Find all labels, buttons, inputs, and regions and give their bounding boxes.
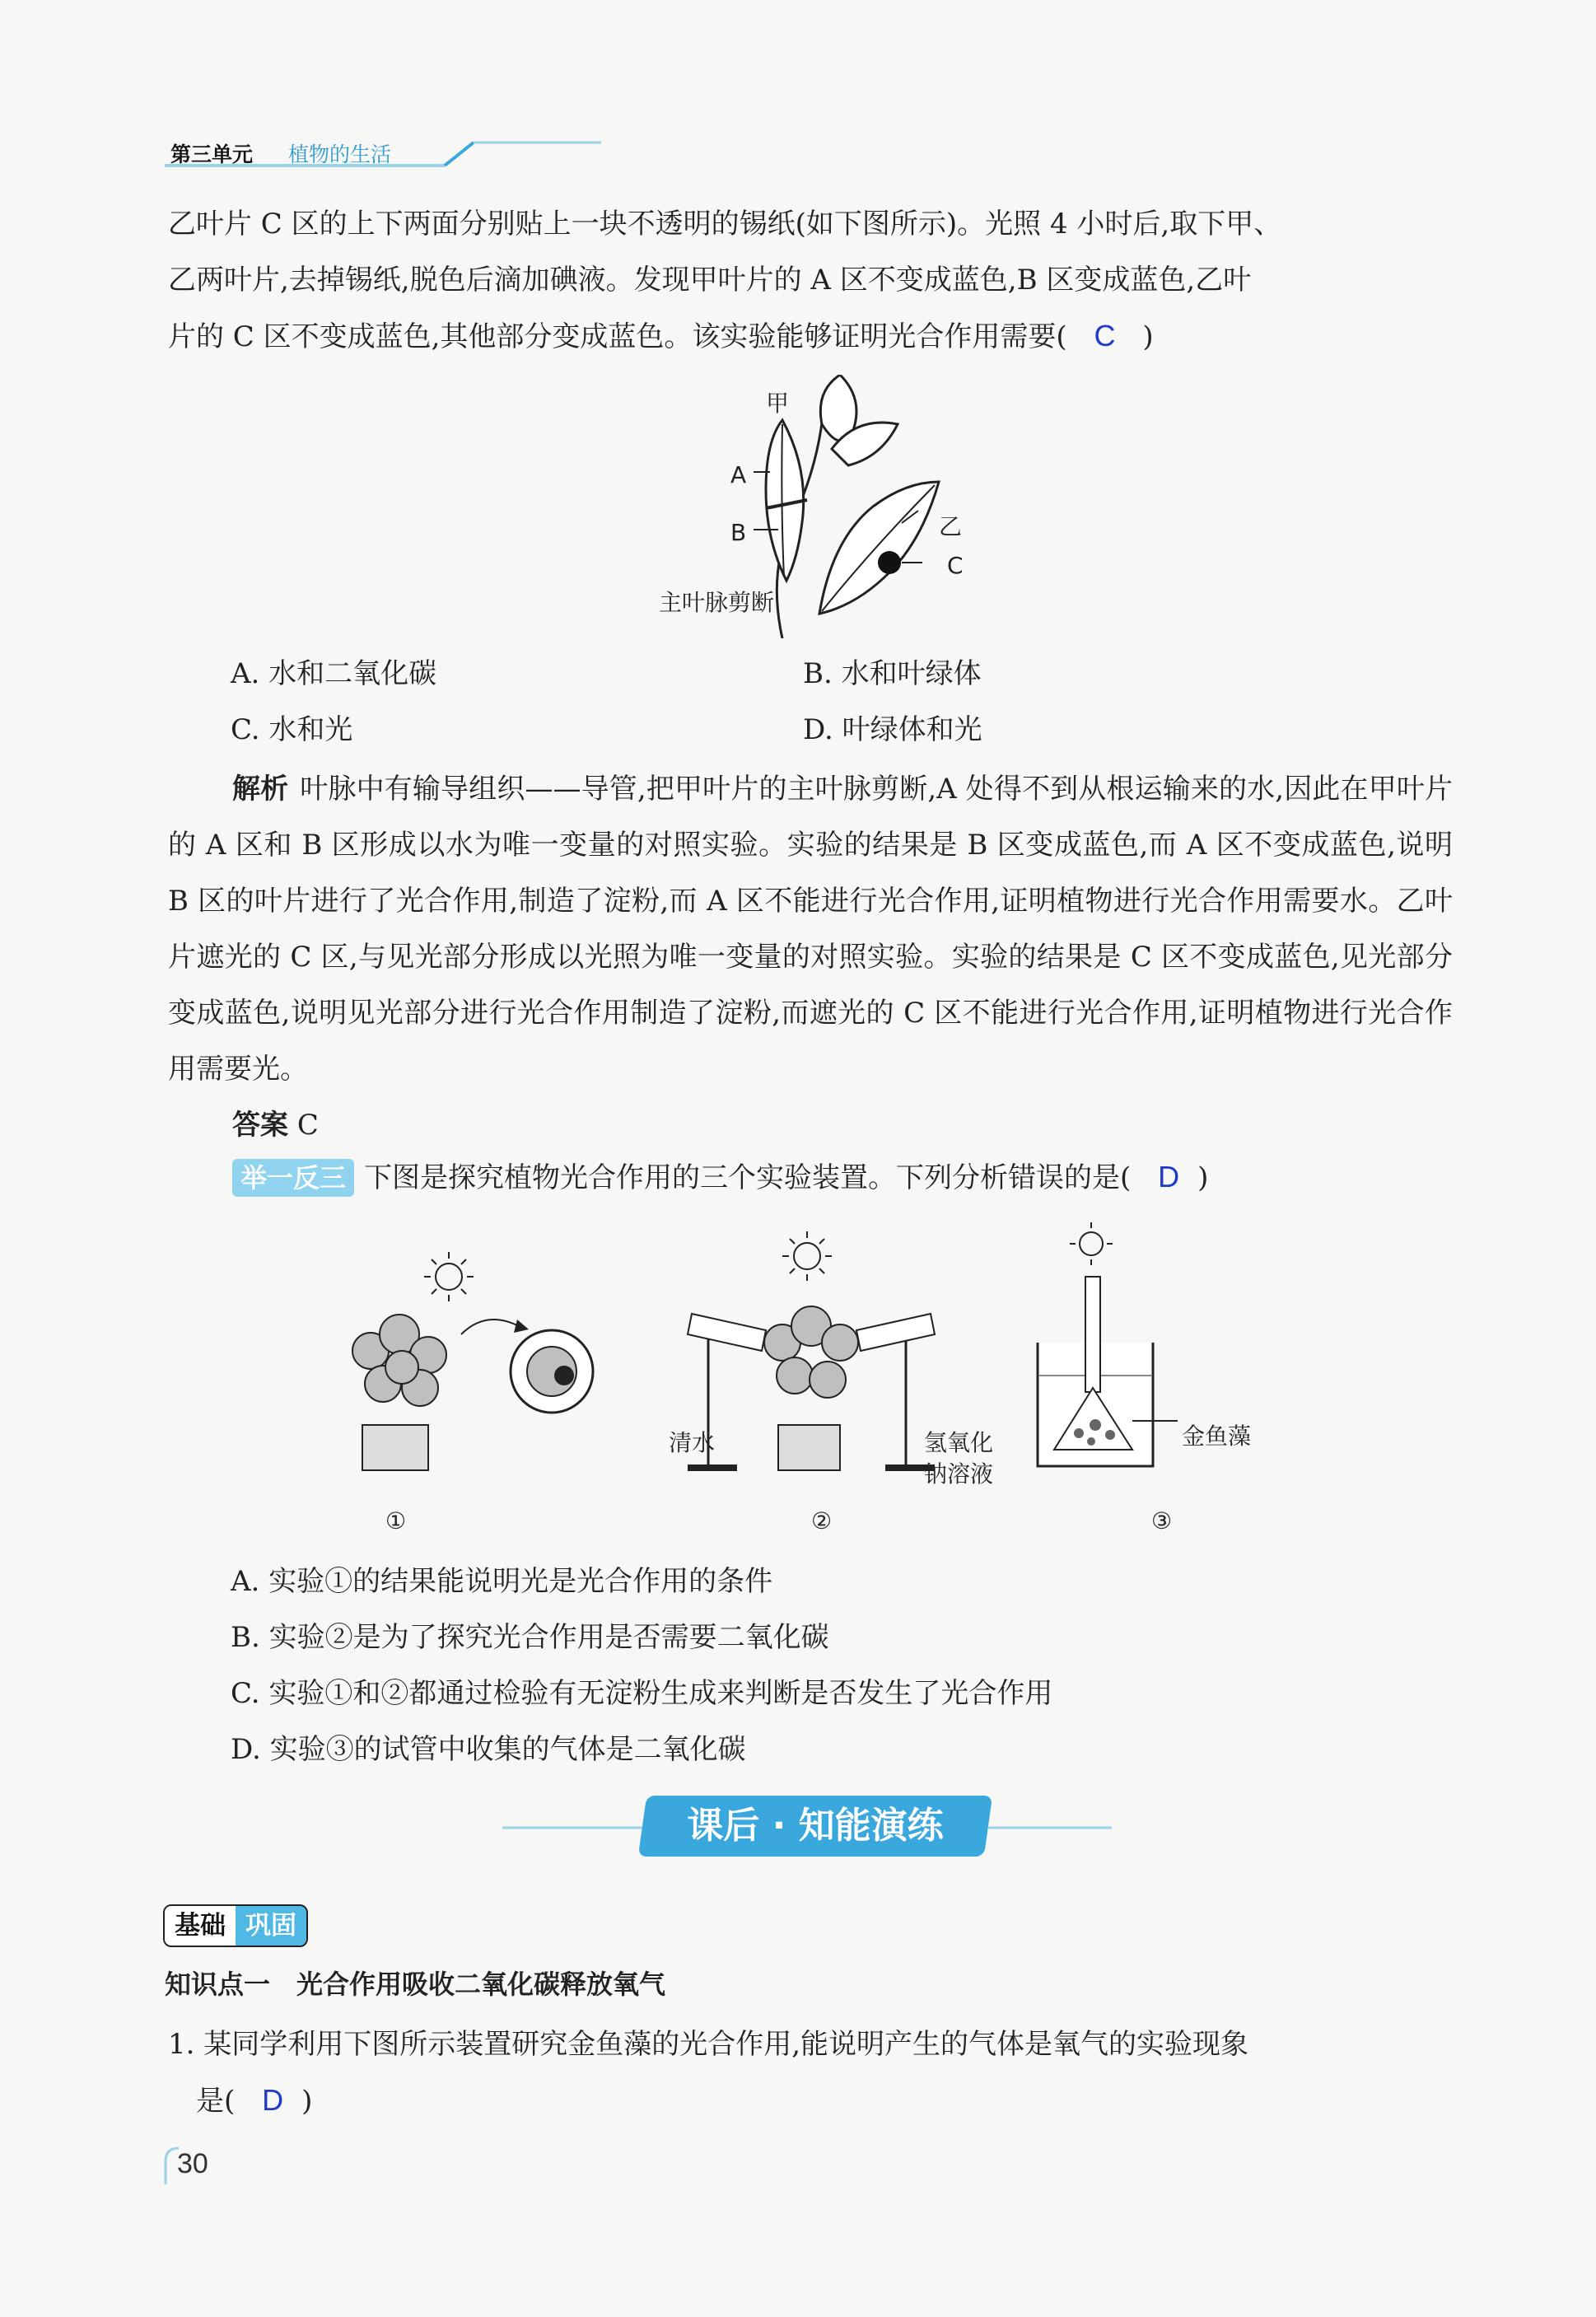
q1-answer: D — [262, 2083, 284, 2117]
paren-close: ) — [1142, 320, 1154, 353]
unit-title: 植物的生活 — [288, 142, 392, 166]
label-exp-1: ① — [385, 1507, 407, 1535]
practice-text: 下图是探究植物光合作用的三个实验装置。下列分析错误的是( — [364, 1161, 1132, 1194]
practice-badge: 举一反三 — [232, 1159, 354, 1197]
experiment-figure — [305, 1219, 1334, 1491]
label-jia: 甲 — [766, 390, 790, 417]
answer-line — [232, 1102, 319, 1142]
practice-option-d: D. 实验③的试管中收集的气体是二氧化碳 — [231, 1733, 746, 1766]
header-underline — [165, 136, 609, 169]
label-a: A — [730, 461, 747, 488]
knowledge-point: 知识点一 光合作用吸收二氧化碳释放氧气 — [165, 1969, 666, 2000]
question-line-3 — [168, 308, 1453, 365]
practice-close: ) — [1197, 1161, 1209, 1194]
label-exp-3: ③ — [1151, 1507, 1173, 1535]
analysis-paragraph — [168, 761, 1453, 1097]
unit-label: 第三单元 — [170, 142, 254, 166]
practice-option-a: A. 实验①的结果能说明光是光合作用的条件 — [231, 1565, 773, 1598]
option-b: B. 水和叶绿体 — [803, 657, 982, 690]
label-cut-vein: 主叶脉剪断 — [659, 589, 775, 616]
section-tag-basic: 基础 — [165, 1906, 236, 1946]
section-banner: 课后 · 知能演练 — [687, 1805, 944, 1847]
question-line-1: 乙叶片 C 区的上下两面分别贴上一块不透明的锡纸(如下图所示)。光照 4 小时后,取下甲、 — [168, 208, 1282, 241]
answer-value: C — [296, 1109, 319, 1142]
label-hornwort: 金鱼藻 — [1182, 1422, 1252, 1450]
label-b: B — [730, 519, 747, 546]
q1-line-2 — [196, 2072, 1481, 2129]
label-water: 清水 — [669, 1429, 716, 1456]
label-c: C — [947, 552, 964, 579]
option-d: D. 叶绿体和光 — [803, 713, 982, 746]
practice-option-b: B. 实验②是为了探究光合作用是否需要二氧化碳 — [231, 1621, 829, 1654]
option-c: C. 水和光 — [231, 713, 353, 746]
option-a: A. 水和二氧化碳 — [231, 657, 437, 690]
question-text: 片的 C 区不变成蓝色,其他部分变成蓝色。该实验能够证明光合作用需要( — [168, 320, 1067, 353]
q1-text: 是( — [196, 2085, 236, 2118]
question-line-2: 乙两叶片,去掉锡纸,脱色后滴加碘液。发现甲叶片的 A 区不变成蓝色,B 区变成蓝色,乙叶 — [168, 264, 1252, 297]
answer-mark: C — [1094, 319, 1116, 353]
q1-line-1: 1. 某同学利用下图所示装置研究金鱼藻的光合作用,能说明产生的气体是氧气的实验现象 — [168, 2028, 1249, 2061]
label-exp-2: ② — [811, 1507, 833, 1535]
foil-dot — [878, 551, 901, 574]
practice-line — [232, 1156, 1208, 1198]
section-tag-consolidate: 巩固 — [236, 1906, 306, 1946]
label-naoh-1: 氢氧化 — [924, 1429, 994, 1456]
analysis-label: 解析 — [232, 773, 289, 806]
answer-label: 答案 — [232, 1109, 288, 1142]
label-yi: 乙 — [939, 513, 963, 540]
label-naoh-2: 钠溶液 — [924, 1460, 994, 1488]
analysis-text: 叶脉中有输导组织——导管,把甲叶片的主叶脉剪断,A 处得不到从根运输来的水,因此在甲叶片的 A 区和 B 区形成以水为唯一变量的对照实验。实验的结果是 B 区变成蓝色,而 A 区不变成蓝色,说明 B 区的叶片进行了光合作用,制造了淀粉,而 A 区不能进行光合作用,证明植物进行光合作用需要水。乙叶片遮光的 C 区,与见光部分形成以光照为唯一变量的对照实验。实验的结果是 C 区不变成蓝色,见光部分变成蓝色,说明见光部分进行光合作用制造了淀粉,而遮光的 C 区不能进行光合作用,证明植物进行光合作用需要光。 — [168, 773, 1454, 1086]
practice-answer: D — [1158, 1160, 1180, 1194]
practice-option-c: C. 实验①和②都通过检验有无淀粉生成来判断是否发生了光合作用 — [231, 1677, 1053, 1710]
page-number: 30 — [177, 2148, 208, 2179]
section-tag — [163, 1904, 308, 1947]
q1-close: ) — [301, 2085, 313, 2118]
